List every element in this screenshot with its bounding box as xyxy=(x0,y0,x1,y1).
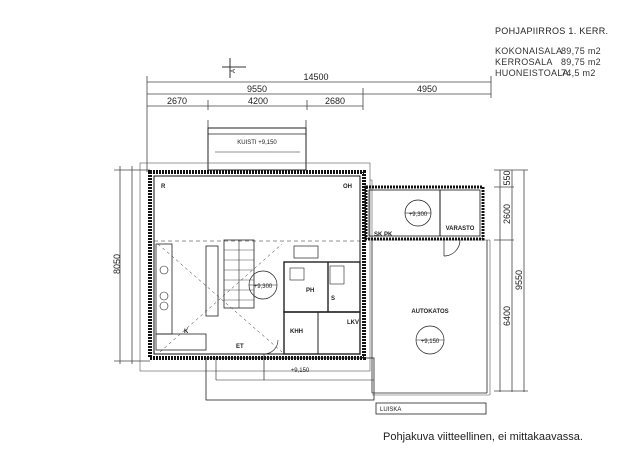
area-row-floor xyxy=(495,57,608,68)
room-ph: PH xyxy=(306,288,315,294)
dim-annex-width: 4950 xyxy=(416,84,438,94)
room-khh: KHH xyxy=(290,329,303,335)
area-label: KERROSALA xyxy=(495,57,553,67)
pk-label: PK xyxy=(384,232,393,238)
area-row-living xyxy=(495,68,608,79)
room-k: K xyxy=(184,329,189,335)
area-value: 89,75 m2 xyxy=(561,57,601,67)
dim-right-height: 9550 xyxy=(514,269,524,291)
dim-house-width: 9550 xyxy=(246,84,268,94)
main-level: +9,300 xyxy=(253,284,273,290)
dim-storage-height: 2600 xyxy=(502,203,512,225)
dim-seg-left: 2670 xyxy=(166,96,188,106)
storage-level: +9,300 xyxy=(408,212,428,218)
room-et: ET xyxy=(236,344,244,350)
eaves-outline xyxy=(140,163,490,395)
storage-label: VARASTO xyxy=(445,226,475,232)
dim-seg-mid: 4200 xyxy=(247,96,269,106)
carport xyxy=(372,240,487,393)
dim-small-right: 550 xyxy=(502,170,512,186)
ramp-label: LUISKA xyxy=(380,407,402,413)
area-label: KOKONAISALA xyxy=(495,46,563,56)
section-marker xyxy=(222,58,246,78)
porch-label: KUISTI +9,150 xyxy=(237,140,277,146)
plan-title: POHJAPIIRROS 1. KERR. xyxy=(495,26,609,36)
room-r: R xyxy=(161,184,166,190)
dim-carport-height: 6400 xyxy=(502,305,512,327)
dim-left-height: 8050 xyxy=(112,253,122,275)
area-info-block xyxy=(495,26,608,79)
dim-seg-right: 2680 xyxy=(324,96,346,106)
storage-door xyxy=(444,240,460,256)
entrance-deck xyxy=(206,358,374,400)
sk-label: SK xyxy=(374,232,383,238)
carport-label: AUTOKATOS xyxy=(411,309,449,315)
entry-level: +9,150 xyxy=(290,368,310,374)
room-oh: OH xyxy=(343,184,352,190)
carport-level: +9,150 xyxy=(420,339,440,345)
area-label: HUONEISTOALA xyxy=(495,68,569,78)
area-value: 89,75 m2 xyxy=(561,46,601,56)
area-value: 74,5 m2 xyxy=(561,68,596,78)
disclaimer-caption: Pohjakuva viitteellinen, ei mittakaavassa. xyxy=(383,431,583,443)
dimension-lines-top xyxy=(147,76,491,172)
dim-total-width: 14500 xyxy=(303,72,329,82)
area-row-total xyxy=(495,46,608,57)
room-s: S xyxy=(331,296,336,302)
room-lkv: LKV xyxy=(347,320,359,326)
section-marker-label: A xyxy=(231,68,237,73)
